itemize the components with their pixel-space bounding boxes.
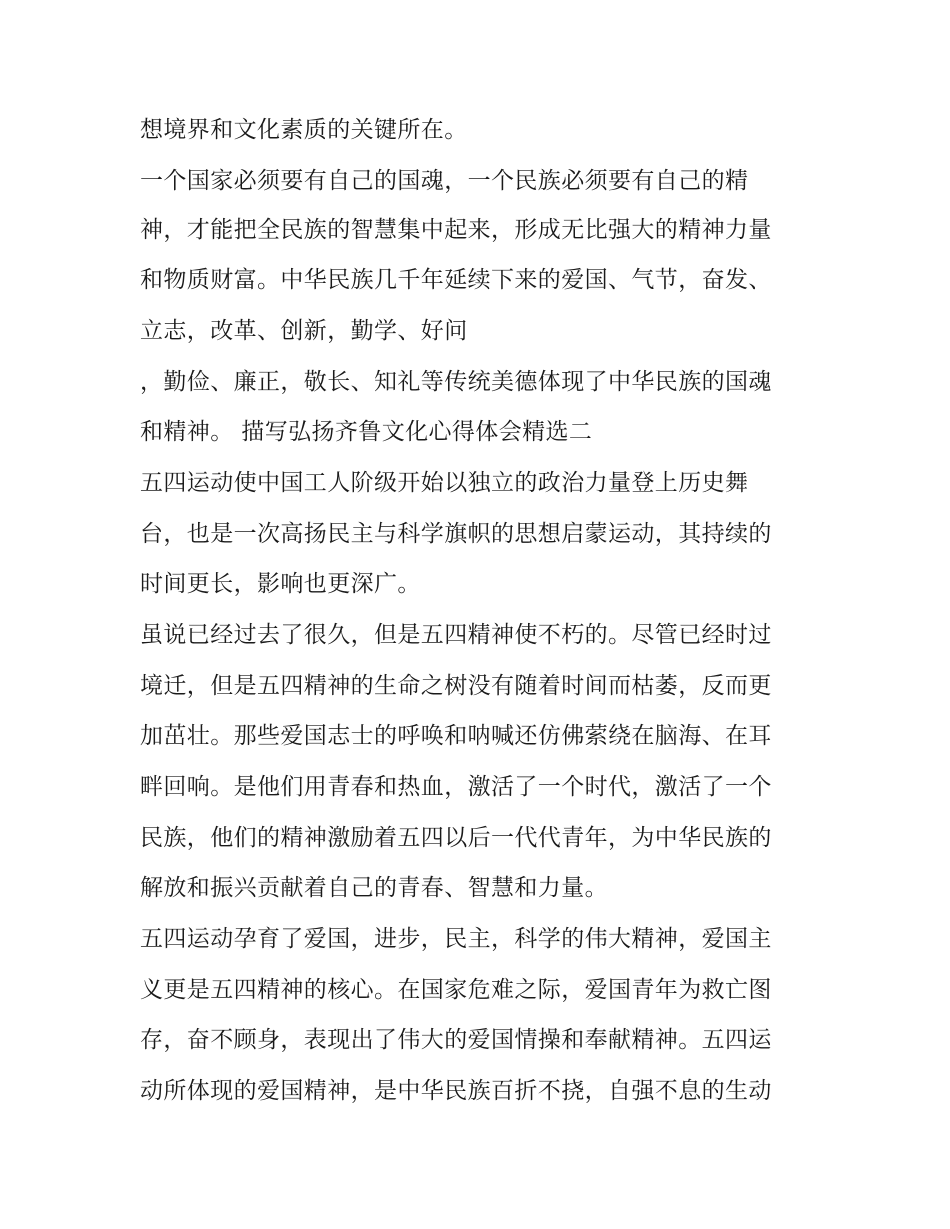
text-line: 和物质财富。中华民族几千年延续下来的爱国、气节，奋发、: [140, 267, 772, 293]
text-line: 台，也是一次高扬民主与科学旗帜的思想启蒙运动，其持续的: [140, 521, 772, 547]
text-line: 加茁壮。那些爱国志士的呼唤和呐喊还仿佛萦绕在脑海、在耳: [140, 723, 772, 749]
text-line: 境迁，但是五四精神的生命之树没有随着时间而枯萎，反而更: [140, 673, 772, 699]
text-line: ，勤俭、廉正，敬长、知礼等传统美德体现了中华民族的国魂: [140, 369, 772, 395]
text-line: 立志，改革、创新，勤学、好问: [140, 318, 468, 344]
text-line: 存，奋不顾身，表现出了伟大的爱国情操和奉献精神。五四运: [140, 1027, 772, 1053]
text-line: 解放和振兴贡献着自己的青春、智慧和力量。: [140, 875, 608, 901]
text-line: 五四运动使中国工人阶级开始以独立的政治力量登上历史舞: [140, 470, 749, 496]
text-line: 时间更长，影响也更深广。: [140, 571, 421, 597]
text-line: 畔回响。是他们用青春和热血，激活了一个时代，激活了一个: [140, 774, 772, 800]
text-line: 虽说已经过去了很久，但是五四精神使不朽的。尽管已经时过: [140, 622, 772, 648]
text-line: 义更是五四精神的核心。在国家危难之际，爱国青年为救亡图: [140, 977, 772, 1003]
text-line: 和精神。 描写弘扬齐鲁文化心得体会精选二: [140, 419, 593, 445]
text-line: 民族，他们的精神激励着五四以后一代代青年，为中华民族的: [140, 825, 772, 851]
text-line: 动所体现的爱国精神，是中华民族百折不挠，自强不息的生动: [140, 1078, 772, 1104]
text-line: 一个国家必须要有自己的国魂，一个民族必须要有自己的精: [140, 168, 749, 194]
text-line: 五四运动孕育了爱国，进步，民主，科学的伟大精神，爱国主: [140, 926, 772, 952]
text-line: 神，才能把全民族的智慧集中起来，形成无比强大的精神力量: [140, 217, 772, 243]
text-line: 想境界和文化素质的关键所在。: [140, 117, 468, 143]
